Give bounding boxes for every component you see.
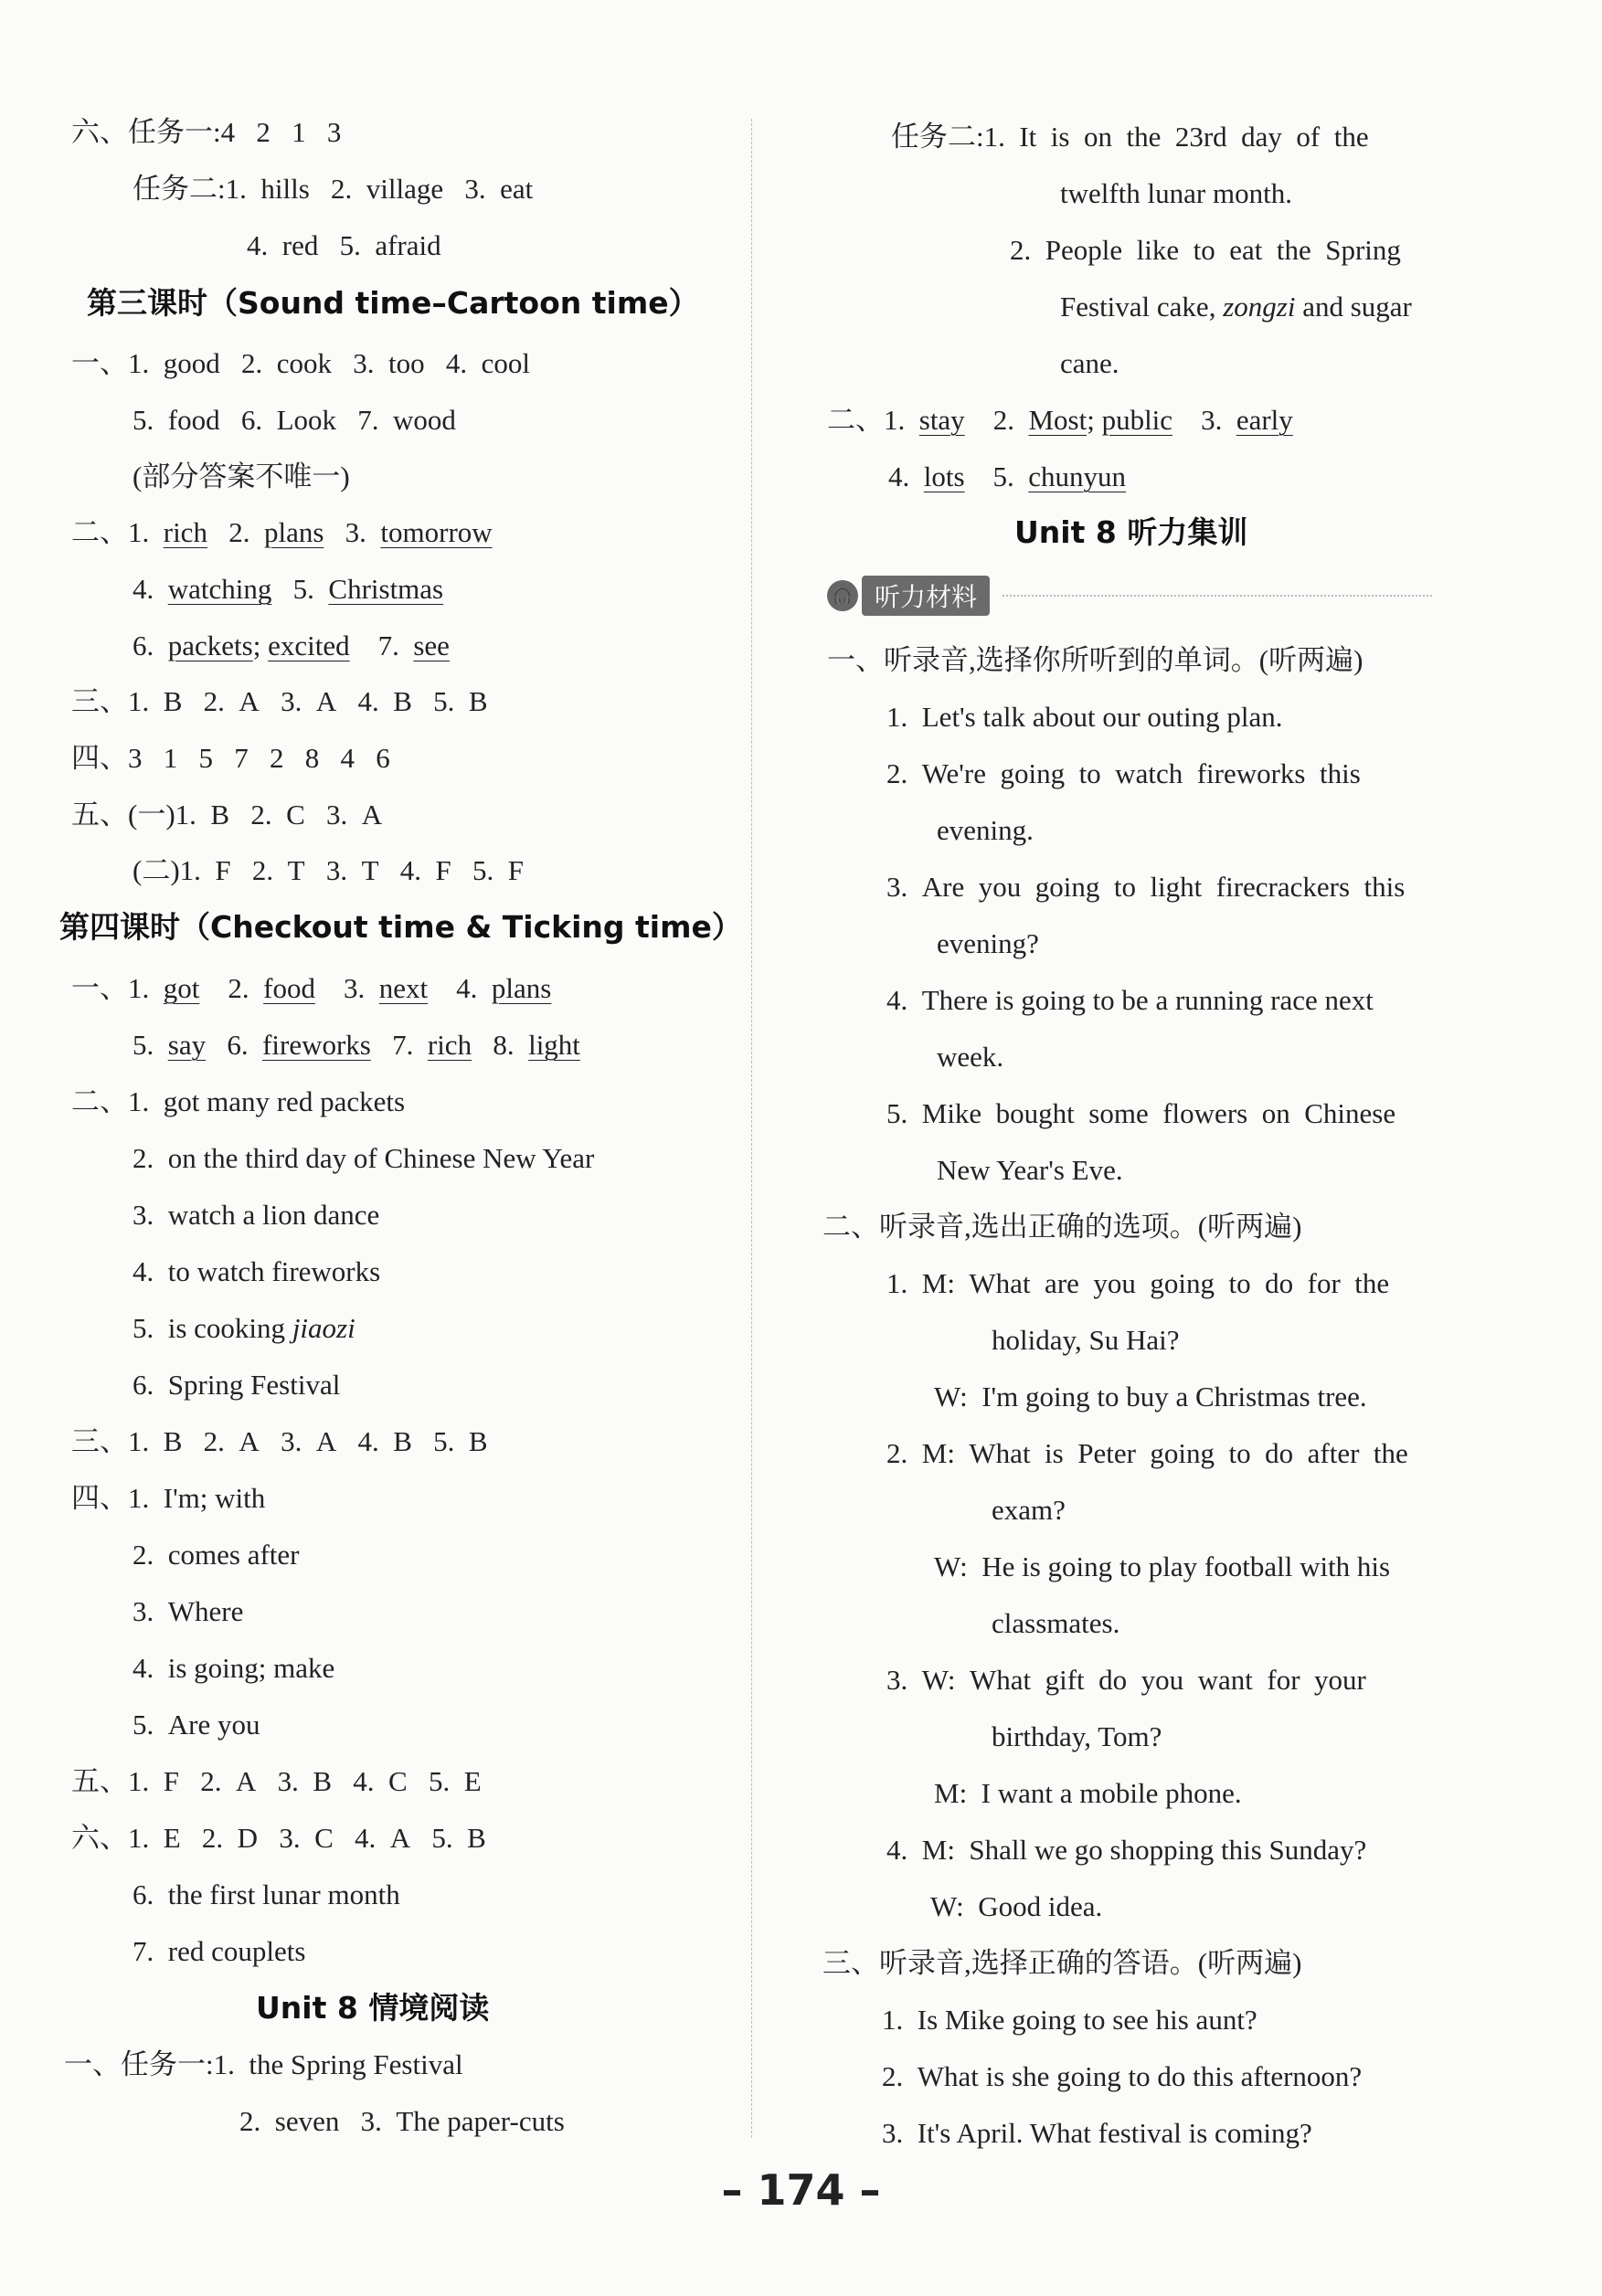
answer-line: 二、1. rich 2. plans 3. tomorrow <box>71 516 493 548</box>
answer-line: 2. We're going to watch fireworks this <box>886 757 1361 789</box>
answer-line: 一、1. good 2. cook 3. too 4. cool <box>71 347 530 379</box>
answer-line: classmates. <box>992 1607 1120 1639</box>
answer-line: 3. Are you going to light firecrackers this <box>886 871 1406 903</box>
answer-line: holiday, Su Hai? <box>992 1324 1180 1356</box>
answer-line: 5. Mike bought some flowers on Chinese <box>886 1097 1396 1129</box>
answer-line: twelfth lunar month. <box>1060 177 1292 209</box>
answer-line: exam? <box>992 1494 1066 1526</box>
answer-line: W: Good idea. <box>930 1890 1103 1922</box>
answer-line: 六、任务一:4 2 1 3 <box>71 116 342 148</box>
answer-line: W: I'm going to buy a Christmas tree. <box>934 1381 1367 1413</box>
answer-line: W: He is going to play football with his <box>934 1550 1391 1582</box>
answer-line: 5. say 6. fireworks 7. rich 8. light <box>133 1029 580 1061</box>
answer-line: M: I want a mobile phone. <box>934 1777 1242 1809</box>
headphones-icon: 🎧 <box>827 580 858 611</box>
answer-line: 4. watching 5. Christmas <box>133 573 444 605</box>
answer-line: 二、听录音,选出正确的选项。(听两遍) <box>822 1211 1302 1243</box>
page-number: – 174 – <box>721 2165 881 2215</box>
answer-line: 三、听录音,选择正确的答语。(听两遍) <box>822 1947 1302 1979</box>
answer-line: 1. Let's talk about our outing plan. <box>886 701 1283 733</box>
answer-line: 4. is going; make <box>133 1652 335 1684</box>
answer-line: 四、3 1 5 7 2 8 4 6 <box>71 742 390 774</box>
answer-line: Festival cake, zongzi and sugar <box>1060 291 1412 323</box>
answer-line: 二、1. stay 2. Most; public 3. early <box>827 404 1293 436</box>
answer-line: evening. <box>937 814 1034 846</box>
column-divider <box>751 119 752 2138</box>
answer-line: 4. to watch fireworks <box>133 1255 381 1287</box>
answer-line: 三、1. B 2. A 3. A 4. B 5. B <box>71 685 488 717</box>
answer-line: cane. <box>1060 347 1119 379</box>
answer-line: (二)1. F 2. T 3. T 4. F 5. F <box>133 854 524 886</box>
listening-material-badge <box>827 576 1432 616</box>
answer-line: 一、1. got 2. food 3. next 4. plans <box>71 972 552 1004</box>
answer-line: evening? <box>937 927 1039 959</box>
answer-line: 五、(一)1. B 2. C 3. A <box>71 799 383 831</box>
answer-line: 4. lots 5. chunyun <box>888 460 1127 492</box>
answer-line: 4. red 5. afraid <box>247 229 441 261</box>
section-heading: 第四课时（Checkout time & Ticking time） <box>59 909 742 945</box>
answer-line: 四、1. I'm; with <box>71 1482 266 1514</box>
answer-line: 5. Are you <box>133 1709 260 1741</box>
answer-line: 3. It's April. What festival is coming? <box>882 2117 1312 2149</box>
answer-line: 5. is cooking jiaozi <box>133 1312 355 1344</box>
answer-line: 3. Where <box>133 1595 244 1627</box>
dotted-rule <box>1003 595 1432 597</box>
answer-line: 4. There is going to be a running race next <box>886 984 1374 1016</box>
answer-line: 2. seven 3. The paper-cuts <box>239 2105 565 2137</box>
answer-line: 一、任务一:1. the Spring Festival <box>64 2048 463 2080</box>
answer-line: 6. Spring Festival <box>133 1369 341 1401</box>
answer-line: 三、1. B 2. A 3. A 4. B 5. B <box>71 1425 488 1457</box>
answer-line: 6. the first lunar month <box>133 1878 400 1910</box>
answer-line: 一、听录音,选择你所听到的单词。(听两遍) <box>827 644 1363 676</box>
answer-line: (部分答案不唯一) <box>133 460 350 492</box>
answer-line: 6. packets; excited 7. see <box>133 630 450 661</box>
answer-line: 任务二:1. hills 2. village 3. eat <box>133 173 534 205</box>
section-heading: Unit 8 情境阅读 <box>256 1990 490 2026</box>
answer-line: 2. comes after <box>133 1539 300 1571</box>
answer-line: birthday, Tom? <box>992 1720 1162 1752</box>
answer-line: 2. What is she going to do this afternoon? <box>882 2060 1363 2092</box>
listening-material-label: 听力材料 <box>862 576 990 616</box>
answer-line: 7. red couplets <box>133 1935 306 1967</box>
answer-line: 3. W: What gift do you want for your <box>886 1664 1366 1696</box>
answer-line: 1. M: What are you going to do for the <box>886 1267 1390 1299</box>
answer-line: week. <box>937 1041 1004 1073</box>
answer-line: 1. Is Mike going to see his aunt? <box>882 2004 1257 2036</box>
answer-line: 任务二:1. It is on the 23rd day of the <box>891 121 1369 153</box>
answer-line: 2. M: What is Peter going to do after the <box>886 1437 1408 1469</box>
answer-line: 六、1. E 2. D 3. C 4. A 5. B <box>71 1822 486 1854</box>
answer-line: 3. watch a lion dance <box>133 1199 380 1231</box>
answer-line: 五、1. F 2. A 3. B 4. C 5. E <box>71 1765 482 1797</box>
answer-line: New Year's Eve. <box>937 1154 1123 1186</box>
answer-line: 5. food 6. Look 7. wood <box>133 404 456 436</box>
section-heading: Unit 8 听力集训 <box>1014 514 1248 550</box>
answer-line: 4. M: Shall we go shopping this Sunday? <box>886 1834 1367 1866</box>
answer-line: 2. People like to eat the Spring <box>1010 234 1401 266</box>
answer-line: 2. on the third day of Chinese New Year <box>133 1142 595 1174</box>
answer-line: 二、1. got many red packets <box>71 1085 406 1117</box>
section-heading: 第三课时（Sound time–Cartoon time） <box>87 285 699 321</box>
